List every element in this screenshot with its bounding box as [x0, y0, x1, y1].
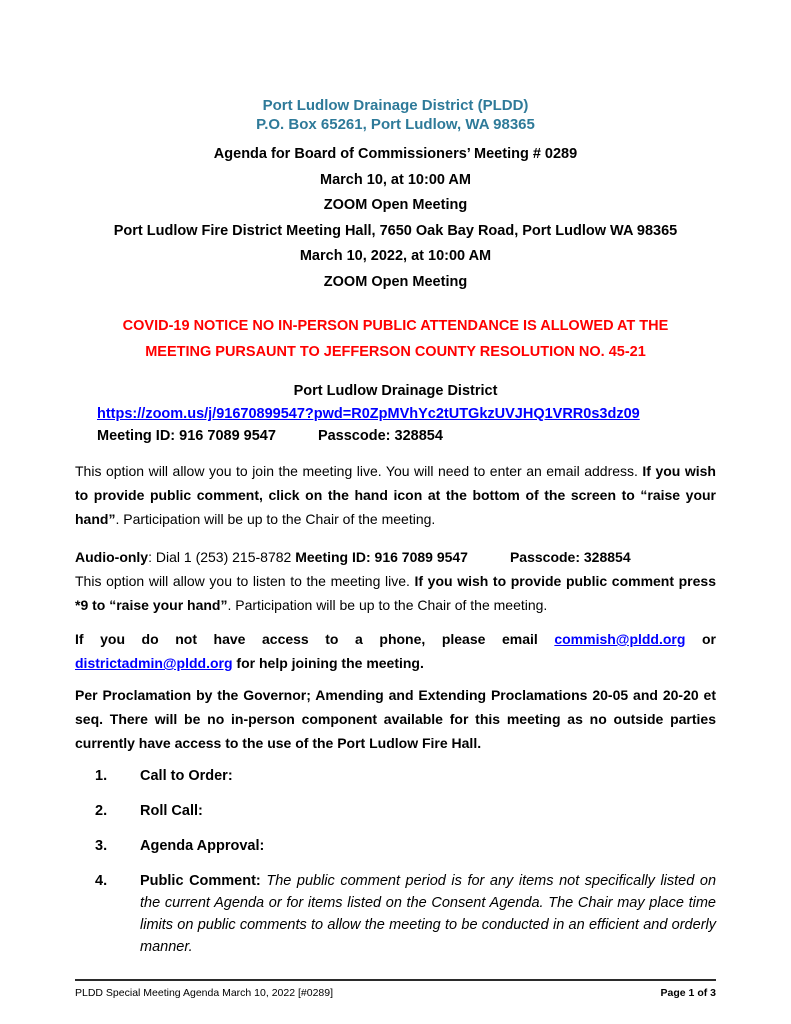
email-link-commish[interactable]: commish@pldd.org: [554, 631, 686, 647]
email-text-2: or: [685, 631, 716, 647]
agenda-item-description: The public comment period is for any items not specifically listed on the current Agenda or for items listed on the Consent Agenda. The Chair may place time limits on public comments to allow the meeting to be conducted in an efficient and orderly manner.: [140, 873, 717, 955]
agenda-item-title: Call to Order:: [140, 768, 233, 784]
join-live-text-1: This option will allow you to join the meeting live. You will need to enter an email address.: [75, 463, 643, 479]
audio-only-paragraph: [75, 545, 716, 617]
page-footer: [75, 979, 716, 1000]
meeting-credentials-line: [75, 425, 716, 447]
join-live-paragraph: [75, 459, 716, 531]
zoom-open-meeting-line-2: ZOOM Open Meeting: [323, 273, 468, 290]
audio-dial-text: : Dial 1 (253) 215-8782: [148, 549, 296, 565]
zoom-meeting-link[interactable]: https://zoom.us/j/91670899547?pwd=R0ZpMVhYc2tUTGkzUVJHQ1VRR0s3dz09: [97, 406, 640, 422]
agenda-item-number: 3.: [95, 838, 108, 854]
agenda-item-number: 1.: [95, 768, 108, 784]
audio-only-header-line: [75, 545, 716, 569]
audio-text-2: . Participation will be up to the Chair of the meeting.: [227, 597, 548, 613]
audio-bold-text: If you wish to provide public comment press *9 to “raise your hand”: [75, 573, 716, 613]
agenda-list: [75, 765, 716, 958]
agenda-item-public-comment: [75, 870, 716, 958]
audio-text-1: This option will allow you to listen to the meeting live.: [75, 573, 415, 589]
join-live-text-2: . Participation will be up to the Chair of the meeting.: [115, 511, 436, 527]
org-address: P.O. Box 65261, Port Ludlow, WA 98365: [256, 116, 535, 133]
agenda-item-title: Agenda Approval:: [140, 838, 265, 854]
agenda-item-number: 2.: [95, 803, 108, 819]
district-name-heading: Port Ludlow Drainage District: [293, 383, 498, 399]
meeting-date-full: March 10, 2022, at 10:00 AM: [299, 248, 492, 264]
audio-only-label: Audio-only: [75, 549, 149, 565]
audio-passcode: Passcode: 328854: [509, 549, 631, 565]
meeting-id: Meeting ID: 916 7089 9547: [97, 428, 276, 444]
join-live-bold-text: If you wish to provide public comment, click on the hand icon at the bottom of the screen to “raise your hand”: [75, 463, 716, 527]
audio-instructions: [75, 569, 716, 617]
agenda-item-roll-call: [75, 800, 716, 822]
zoom-open-meeting-line-1: ZOOM Open Meeting: [323, 197, 468, 213]
agenda-item-body: [140, 835, 716, 857]
agenda-item-body: [140, 765, 716, 787]
org-name: Port Ludlow Drainage District (PLDD): [262, 97, 529, 114]
covid-notice: COVID-19 NOTICE NO IN-PERSON PUBLIC ATTENDANCE IS ALLOWED AT THE MEETING PURSAUNT TO JEFFERSON COUNTY RESOLUTION NO. 45-21: [122, 318, 669, 360]
agenda-item-body: [140, 870, 716, 958]
email-text-1: If you do not have access to a phone, please email: [75, 631, 555, 647]
agenda-item-agenda-approval: [75, 835, 716, 857]
zoom-link-line: [75, 403, 716, 425]
zoom-access-block: [75, 379, 716, 447]
email-help-paragraph: [75, 627, 716, 675]
meeting-date-short: March 10, at 10:00 AM: [320, 171, 471, 188]
agenda-item-call-to-order: [75, 765, 716, 787]
agenda-item-body: [140, 800, 716, 822]
proclamation-paragraph: Per Proclamation by the Governor; Amending and Extending Proclamations 20-05 and 20-20 et seq. There will be no in-person component available for this meeting as no outside parties currently have access to the use of the Port Ludlow Fire Hall.: [75, 687, 716, 751]
agenda-title: Agenda for Board of Commissioners’ Meeting # 0289: [213, 146, 578, 162]
audio-meeting-id: Meeting ID: 916 7089 9547: [295, 549, 468, 565]
agenda-item-title: Public Comment:: [140, 873, 261, 889]
footer-document-title: PLDD Special Meeting Agenda March 10, 2022 [#0289]: [75, 987, 334, 999]
meeting-location: Port Ludlow Fire District Meeting Hall, 7650 Oak Bay Road, Port Ludlow WA 98365: [113, 222, 678, 239]
email-link-districtadmin[interactable]: districtadmin@pldd.org: [75, 655, 233, 671]
email-text-3: for help joining the meeting.: [232, 655, 424, 671]
agenda-item-number: 4.: [95, 873, 108, 889]
agenda-item-title: Roll Call:: [140, 803, 203, 819]
page-number: Page 1 of 3: [660, 987, 716, 999]
passcode: Passcode: 328854: [317, 428, 443, 444]
